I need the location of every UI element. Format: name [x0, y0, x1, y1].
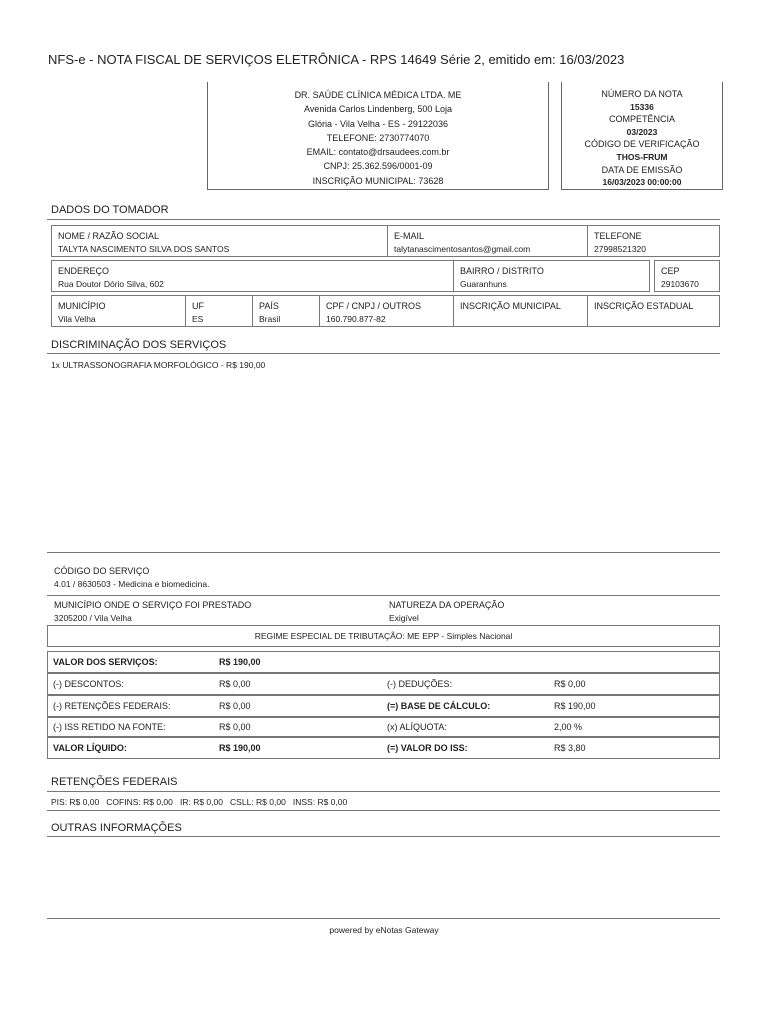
value-row-iss-retained — [47, 717, 720, 737]
value-row-discounts — [47, 673, 720, 695]
value-row-services — [47, 651, 720, 673]
nature: Exigível — [389, 613, 419, 623]
services-value: R$ 190,00 — [219, 657, 261, 667]
note-number: 15336 — [630, 101, 654, 112]
divider — [47, 918, 720, 919]
tomador-cep-label: CEP — [661, 266, 680, 276]
iss-retained-label: (-) ISS RETIDO NA FONTE: — [53, 722, 166, 732]
service-code-block — [54, 565, 209, 591]
retentions-section-title: RETENÇÕES FEDERAIS — [51, 776, 178, 788]
value-row-net — [47, 737, 720, 759]
tomador-email-label: E-MAIL — [394, 231, 425, 241]
service-place: 3205200 / Vila Velha — [54, 613, 132, 623]
tomador-address-label: ENDEREÇO — [58, 266, 110, 276]
divider — [47, 219, 720, 220]
competence-label: COMPETÊNCIA — [608, 114, 675, 125]
tomador-cep: 29103670 — [661, 278, 699, 289]
note-number-label: NÚMERO DA NOTA — [601, 89, 683, 99]
services-value-label: VALOR DOS SERVIÇOS: — [53, 657, 158, 667]
tomador-ie-label: INSCRIÇÃO ESTADUAL — [594, 301, 694, 311]
divider — [47, 552, 720, 553]
federal-retentions-label: (-) RETENÇÕES FEDERAIS: — [53, 701, 171, 711]
rate-label: (x) ALÍQUOTA: — [387, 722, 447, 732]
tomador-city-label: MUNICÍPIO — [58, 301, 106, 311]
value-row-federal — [47, 695, 720, 717]
regime: REGIME ESPECIAL DE TRIBUTAÇÃO: ME EPP - Simples Nacional — [254, 631, 513, 641]
discounts-label: (-) DESCONTOS: — [53, 679, 124, 689]
issuer-address: Avenida Carlos Lindenberg, 500 Loja — [304, 104, 452, 115]
service-item: 1x ULTRASSONOGRAFIA MORFOLÓGICO - R$ 190,00 — [51, 360, 266, 370]
tomador-im-cell — [453, 295, 588, 327]
tomador-phone-label: TELEFONE — [594, 231, 642, 241]
tomador-email: talytanascimentosantos@gmail.com — [394, 243, 531, 254]
issuer-cnpj: CNPJ: 25.362.596/0001-09 — [323, 161, 433, 172]
tomador-country-label: PAÍS — [259, 301, 279, 311]
tomador-uf-cell — [185, 295, 253, 327]
tomador-cpf-cell — [319, 295, 454, 327]
note-info-box — [561, 82, 723, 190]
tomador-name-label: NOME / RAZÃO SOCIAL — [58, 231, 160, 241]
tomador-city-cell — [51, 295, 186, 327]
issue-date-label: DATA DE EMISSÃO — [601, 164, 683, 175]
tomador-phone-cell — [587, 225, 720, 257]
regime-row — [47, 625, 720, 647]
tomador-cpf: 160.790.877-82 — [326, 313, 386, 324]
verification-label: CÓDIGO DE VERIFICAÇÃO — [584, 139, 700, 150]
services-section-title: DISCRIMINAÇÃO DOS SERVIÇOS — [51, 339, 227, 351]
net-value: R$ 190,00 — [219, 743, 261, 753]
issuer-phone: TELEFONE: 2730774070 — [326, 132, 430, 143]
rate-value: 2,00 % — [554, 722, 583, 732]
deductions-value: R$ 0,00 — [554, 679, 586, 689]
divider — [47, 836, 720, 837]
nature-block — [389, 599, 504, 625]
tomador-district-cell — [453, 260, 650, 292]
tomador-country: Brasil — [259, 313, 281, 324]
tomador-section-title: DADOS DO TOMADOR — [51, 204, 169, 216]
tomador-cpf-label: CPF / CNPJ / OUTROS — [326, 301, 422, 311]
issuer-email: EMAIL: contato@drsaudees.com.br — [306, 147, 450, 158]
discounts-value: R$ 0,00 — [219, 679, 251, 689]
service-code-label: CÓDIGO DO SERVIÇO — [54, 566, 150, 576]
tomador-ie-cell — [587, 295, 720, 327]
divider — [47, 791, 720, 792]
tomador-address-cell — [51, 260, 454, 292]
nature-label: NATUREZA DA OPERAÇÃO — [389, 600, 505, 610]
issuer-municipal: INSCRIÇÃO MUNICIPAL: 73628 — [312, 175, 444, 186]
divider — [47, 810, 720, 811]
tomador-phone: 27998521320 — [594, 243, 647, 254]
calc-base-label: (=) BASE DE CÁLCULO: — [387, 701, 491, 711]
issue-date: 16/03/2023 00:00:00 — [602, 177, 682, 188]
tomador-country-cell — [252, 295, 320, 327]
iss-value: R$ 3,80 — [554, 743, 586, 753]
federal-retentions-value: R$ 0,00 — [219, 701, 251, 711]
tomador-email-cell — [387, 225, 588, 257]
tomador-im-label: INSCRIÇÃO MUNICIPAL — [460, 301, 561, 311]
tomador-name: TALYTA NASCIMENTO SILVA DOS SANTOS — [58, 243, 230, 254]
iss-retained-value: R$ 0,00 — [219, 722, 251, 732]
iss-value-label: (=) VALOR DO ISS: — [387, 743, 468, 753]
retentions-line: PIS: R$ 0,00 COFINS: R$ 0,00 IR: R$ 0,00 CSLL: R$ 0,00 INSS: R$ 0,00 — [51, 797, 348, 807]
service-code: 4.01 / 8630503 - Medicina e biomedicina. — [54, 579, 210, 589]
tomador-district-label: BAIRRO / DISTRITO — [460, 266, 544, 276]
tomador-city: Vila Velha — [58, 313, 96, 324]
other-info-section-title: OUTRAS INFORMAÇÕES — [51, 822, 182, 834]
issuer-name: DR. SAÚDE CLÍNICA MÉDICA LTDA. ME — [294, 90, 462, 100]
tomador-cep-cell — [654, 260, 720, 292]
issuer-box — [207, 82, 549, 190]
service-place-label: MUNICÍPIO ONDE O SERVIÇO FOI PRESTADO — [54, 600, 252, 610]
tomador-district: Guaranhuns — [460, 278, 507, 289]
deductions-label: (-) DEDUÇÕES: — [387, 679, 452, 689]
tomador-uf: ES — [192, 313, 204, 324]
competence: 03/2023 — [626, 126, 658, 137]
verification-code: THOS-FRUM — [616, 151, 668, 162]
footer-powered-by: powered by eNotas Gateway — [329, 925, 439, 935]
tomador-address: Rua Doutor Dório Silva, 602 — [58, 278, 164, 289]
net-value-label: VALOR LÍQUIDO: — [53, 743, 127, 753]
service-place-block — [54, 599, 251, 625]
tomador-uf-label: UF — [192, 301, 204, 311]
divider — [47, 353, 720, 354]
document-title: NFS-e - NOTA FISCAL DE SERVIÇOS ELETRÔNICA - RPS 14649 Série 2, emitido em: 16/03/2023 — [48, 52, 625, 67]
tomador-name-cell — [51, 225, 388, 257]
calc-base-value: R$ 190,00 — [554, 701, 596, 711]
issuer-district: Glória - Vila Velha - ES - 29122036 — [308, 118, 448, 129]
